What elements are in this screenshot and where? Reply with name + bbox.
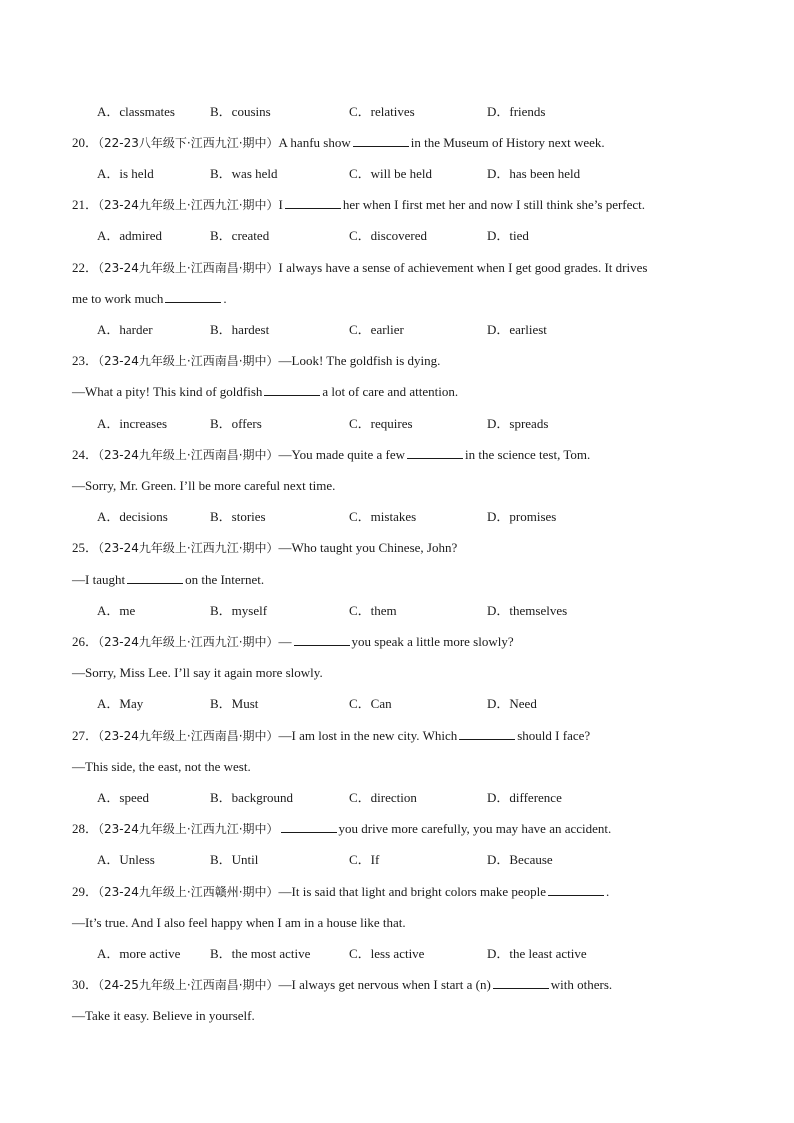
stem-text: a lot of care and attention. [322,384,459,399]
option-a: A．more active [97,946,181,961]
q21-stem [72,195,722,215]
question-source: （23-24九年级上·江西九江·期中） [98,541,279,555]
q27-options [97,788,747,808]
answer-blank [127,570,183,584]
answer-blank [264,382,320,396]
question-source: （23-24九年级上·江西赣州·期中） [98,885,279,899]
stem-text: I [278,197,283,212]
stem-text: —Look! The goldfish is dying. [278,353,441,368]
option-d: D．themselves [487,603,568,618]
question-number: 28． [72,821,99,836]
question-source: （23-24九年级上·江西南昌·期中） [98,729,279,743]
option-b: B．Must [210,696,259,711]
q28-stem [72,819,722,839]
question-number: 23． [72,353,99,368]
option-d: D．the least active [487,946,587,961]
stem-text: —Sorry, Mr. Green. I’ll be more careful next time. [72,478,336,493]
option-c: C．Can [349,696,392,711]
option-d: D．earliest [487,322,547,337]
q22-stem [72,258,722,278]
q25-options [97,601,747,621]
q27-stem [72,726,722,746]
option-a: A．classmates [97,104,175,119]
q24-stem [72,445,722,465]
q23-options [97,414,747,434]
question-source: （23-24九年级上·江西南昌·期中） [98,261,279,275]
answer-blank [407,445,463,459]
q22-options [97,320,747,340]
option-c: C．them [349,603,397,618]
q29-stem-cont [72,913,722,933]
question-number: 25． [72,540,99,555]
answer-blank [285,195,341,209]
option-d: D．has been held [487,166,581,181]
stem-text: you drive more carefully, you may have an accident. [338,821,612,836]
q28-options [97,850,747,870]
question-number: 26． [72,634,99,649]
question-source: （23-24九年级上·江西九江·期中） [98,635,279,649]
option-c: C．If [349,852,380,867]
option-b: B．Until [210,852,259,867]
option-d: D．Need [487,696,537,711]
stem-text: in the Museum of History next week. [410,135,605,150]
stem-text: —I always get nervous when I start a (n) [278,977,491,992]
option-a: A．decisions [97,509,168,524]
answer-blank [493,975,549,989]
answer-blank [294,632,350,646]
option-d: D．spreads [487,416,549,431]
q21-options [97,226,747,246]
q26-stem-cont [72,663,722,683]
option-c: C．discovered [349,228,427,243]
option-b: B．stories [210,509,266,524]
option-a: A．speed [97,790,149,805]
option-c: C．less active [349,946,425,961]
question-number: 22． [72,260,99,275]
stem-text: —What a pity! This kind of goldfish [72,384,263,399]
answer-blank [165,289,221,303]
question-number: 27． [72,728,99,743]
stem-text: —You made quite a few [278,447,406,462]
q25-stem [72,538,722,558]
q22-stem-cont [72,289,722,309]
option-b: B．created [210,228,270,243]
stem-text: . [223,291,227,306]
q20-options [97,164,747,184]
option-b: B．the most active [210,946,311,961]
stem-text: you speak a little more slowly? [351,634,514,649]
question-number: 24． [72,447,99,462]
option-a: A．is held [97,166,154,181]
stem-text: —I taught [72,572,126,587]
question-source: （22-23八年级下·江西九江·期中） [98,136,279,150]
q29-stem [72,882,722,902]
answer-blank [281,819,337,833]
stem-text: —It’s true. And I also feel happy when I am in a house like that. [72,915,406,930]
option-b: B．hardest [210,322,270,337]
answer-blank [548,882,604,896]
answer-blank [353,133,409,147]
question-number: 21． [72,197,99,212]
stem-text: should I face? [517,728,591,743]
option-c: C．will be held [349,166,433,181]
question-number: 30． [72,977,99,992]
option-a: A．Unless [97,852,155,867]
q30-stem-cont [72,1006,722,1026]
q29-options [97,944,747,964]
option-c: C．earlier [349,322,404,337]
option-c: C．mistakes [349,509,417,524]
option-d: D．promises [487,509,557,524]
option-a: A．May [97,696,144,711]
q25-stem-cont [72,570,722,590]
option-d: D．friends [487,104,546,119]
stem-text: on the Internet. [185,572,265,587]
stem-text: her when I first met her and now I still think she’s perfect. [342,197,646,212]
option-b: B．cousins [210,104,271,119]
option-d: D．tied [487,228,529,243]
stem-text: . [606,884,610,899]
stem-text: I always have a sense of achievement when I get good grades. It drives [278,260,648,275]
option-b: B．was held [210,166,278,181]
q23-stem-cont [72,382,722,402]
q24-stem-cont [72,476,722,496]
question-source: （23-24九年级上·江西九江·期中） [98,822,279,836]
option-d: D．difference [487,790,562,805]
question-source: （23-24九年级上·江西南昌·期中） [98,354,279,368]
stem-text: —Take it easy. Believe in yourself. [72,1008,255,1023]
q24-options [97,507,747,527]
question-number: 29． [72,884,99,899]
question-source: （23-24九年级上·江西九江·期中） [98,198,279,212]
q26-options [97,694,747,714]
question-source: （24-25九年级上·江西南昌·期中） [98,978,279,992]
q19-options [97,102,747,122]
stem-text: —It is said that light and bright colors make people [278,884,547,899]
stem-text: with others. [550,977,613,992]
q23-stem [72,351,722,371]
option-d: D．Because [487,852,553,867]
stem-text: —This side, the east, not the west. [72,759,251,774]
option-a: A．admired [97,228,162,243]
option-b: B．myself [210,603,268,618]
option-a: A．me [97,603,136,618]
stem-text: in the science test, Tom. [465,447,591,462]
stem-text: A hanfu show [278,135,351,150]
q26-stem [72,632,722,652]
question-number: 20． [72,135,99,150]
stem-text: —Sorry, Miss Lee. I’ll say it again more slowly. [72,665,323,680]
stem-text: — [278,634,292,649]
answer-blank [459,726,515,740]
option-a: A．harder [97,322,153,337]
option-b: B．background [210,790,294,805]
stem-text: —I am lost in the new city. Which [278,728,458,743]
q30-stem [72,975,722,995]
stem-text: me to work much [72,291,164,306]
q20-stem [72,133,722,153]
option-c: C．requires [349,416,413,431]
question-source: （23-24九年级上·江西南昌·期中） [98,448,279,462]
q27-stem-cont [72,757,722,777]
option-a: A．increases [97,416,168,431]
option-c: C．direction [349,790,417,805]
option-c: C．relatives [349,104,415,119]
option-b: B．offers [210,416,262,431]
stem-text: —Who taught you Chinese, John? [278,540,458,555]
